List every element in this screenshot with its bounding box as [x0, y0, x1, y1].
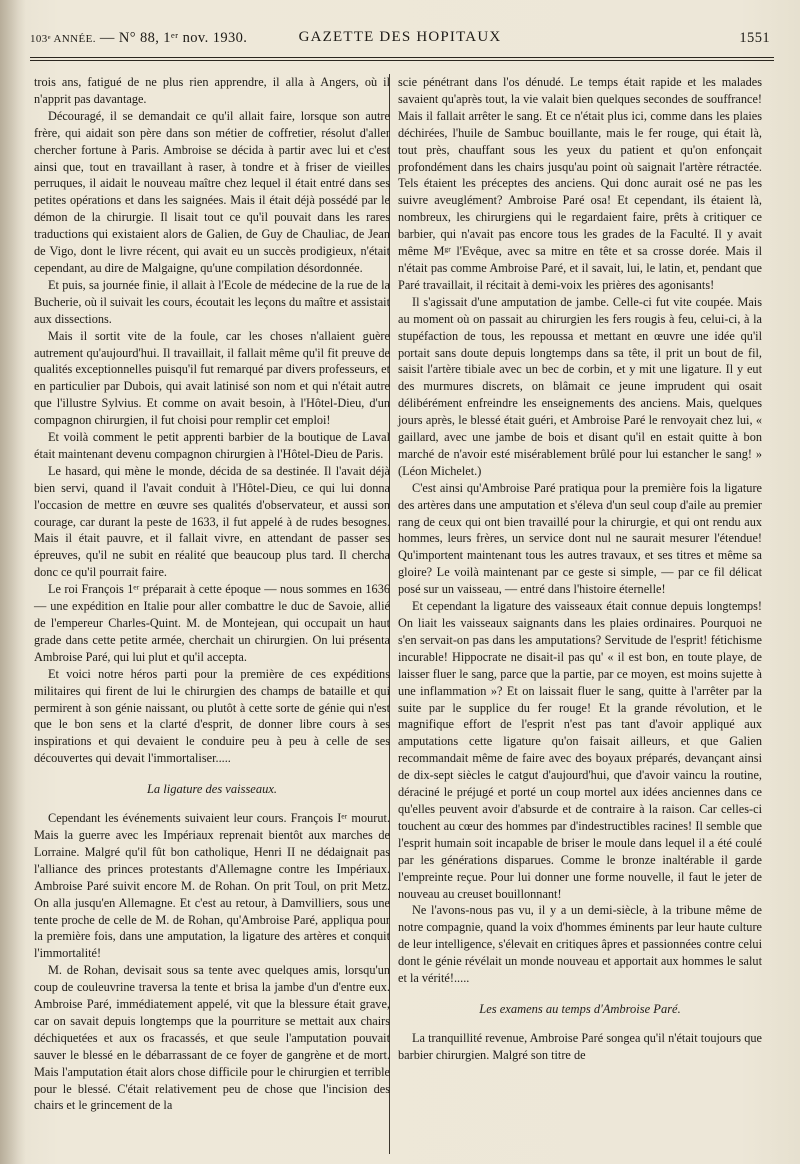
paragraph: C'est ainsi qu'Ambroise Paré pratiqua pour la première fois la ligature des artères dans une amputation et s'éleva d'un seul coup d'aile au premier rang de ceux qui ont bien travaillé pour la chirurgie, et qui ont rendu aux hommes, leurs frères, un service dont nul ne saurait mesurer l'étendue! Qu'importent maintenant tous les autres travaux, et ses titres et même sa gloire? Le voilà maintenant par ce geste si simple, — par ce fil délicat posé sur un vaisseau, — entré dans l'histoire éternelle!: [398, 480, 762, 597]
section-heading: La ligature des vaisseaux.: [146, 782, 278, 797]
paragraph: Le hasard, qui mène le monde, décida de sa destinée. Il l'avait déjà bien servi, quand il l'avait conduit à l'Hôtel-Dieu, ce qui lui donna l'occasion de mettre en œuvre ses qualités d'observateur, et aussi son courage, car durant la peste de 1633, il fut appelé à de rudes besognes. Mais il était pauvre, et il fallait vivre, en attendant de passer ses épreuves, qu'il ne subit en réalité que beaucoup plus tard. Il chercha donc ce qu'il pourrait faire.: [34, 463, 390, 580]
header-title: GAZETTE DES HOPITAUX: [298, 29, 502, 45]
header-year: 103ᵉ ANNÉE.: [30, 33, 96, 45]
header-issue: — N° 88, 1ᵉʳ nov. 1930.: [99, 30, 248, 46]
paragraph: Et cependant la ligature des vaisseaux était connue depuis longtemps! On liait les vaisseaux saignants dans les plaies ordinaires. Pourquoi ne s'en servait-on pas dans les amputations? Servitude de l'esprit! fétichisme incurable! Hippocrate ne disait-il pas qu' « il est bon, en toute playe, de laisser fluer le sang, parce que la partie, par ce moyen, est moins sujette à une inflammation »? Et on laissait fluer le sang, quitte à l'arrêter par la suite par le supplice du fer rouge! Et la grande révolution, et le magnifique effort de l'esprit n'est pas tant d'avoir appliqué aux amputations cette ligature qu'on faisait ailleurs, et que Galien recommandait même de faire avec des boyaux préparés, devançant ainsi de dix-sept siècles le catgut d'aujourd'hui, que d'avoir vaincu la routine, déraciné le préjugé et porté un coup mortel aux idées anciennes dans ce qu'elles peuvent avoir d'absurde et de contraire à la raison. Car celles-ci touchent au cœur des hommes par d'indestructibles racines! Il semble que l'esprit humain soit incapable de briser le moule dans lequel il a été coulé par les générations disparues. Comme le bronze inaltérable il garde l'empreinte reçue. Pour lui donner une forme nouvelle, il faut le jeter de nouveau au creuset bouillonnant!: [398, 599, 762, 901]
paragraph: Et voilà comment le petit apprenti barbier de la boutique de Laval était maintenant devenu compagnon chirurgien à l'Hôtel-Dieu de Paris.: [34, 430, 390, 461]
paragraph: Cependant les événements suivaient leur cours. François Iᵉʳ mourut. Mais la guerre avec les Impériaux reprenait bientôt aux marches de Lorraine. Malgré qu'il fût bon catholique, Henri II ne dédaignait pas l'alliance des princes protestants d'Allemagne contre les Impériaux. Ambroise Paré suivit encore M. de Rohan. On prit Toul, on prit Metz. On alla jusqu'en Allemagne. Et c'est au retour, à Damvilliers, sous une tente proche de celle de M. de Rohan, qu'Ambroise Paré, appliqua pour la première fois, dans une amputation, la ligature des artères et conquit l'immortalité!: [34, 811, 390, 961]
paragraph: Il s'agissait d'une amputation de jambe. Celle-ci fut vite coupée. Mais au moment où on passait au chirurgien les fers rougis à feu, celui-ci, à la stupéfaction de tous, les repoussa et mettant en œuvre une idée qu'il portait sans doute depuis longtemps dans sa tête, il prit un bout de fil, saisit l'artère tibiale avec un bec de corbin, et y mit une ligature. Il y eut des murmures discrets, on blâmait ce jeune imprudent qui osait délibérément enfreindre les enseignements des anciens. Mais, quelques jours après, le blessé était guéri, et Ambroise Paré le renvoyait chez lui, « gaillard, avec une jambe de bois et disant qu'il en estait quitte à bon marché de n'avoir esté misérablement brûlé pour lui estancher le sang! » (Léon Michelet.): [398, 294, 762, 478]
paragraph: Ne l'avons-nous pas vu, il y a un demi-siècle, à la tribune même de notre compagnie, quand la voix d'hommes éminents par leur haute culture de leur intelligence, s'élevait en critiques âpres et passionnées contre celui dont le génie révélait un monde nouveau et apportait aux hommes le salut et la vérité!.....: [398, 903, 762, 986]
paragraph: scie pénétrant dans l'os dénudé. Le temps était rapide et les malades savaient qu'après tout, la vie valait bien quelques secondes de souffrance! Mais il fallait arrêter le sang. Et ce n'était plus ici, comme dans les plaies déchirées, l'huile de Sambuc bouillante, mais le fer rouge, qui était là, tout près, chauffant sous les yeux du patient et qu'on enfonçait profondément dans les chairs jusqu'au point où saignait l'artère rétractée. Tels étaient les préceptes des anciens. Qui donc aurait osé ne pas les suivre aveuglément? Ambroise Paré osa! Et cependant, ils étaient là, nombreux, les chirurgiens qui le regardaient faire, prêts à critiquer ce barbier, qui n'avait pas encore tous les grades de la Faculté. Il y avait même Mᵍʳ l'Evêque, avec sa mitre en tête et sa crosse dorée. Mais il n'était pas comme Ambroise Paré, et il savait, lui, le latin, et, pendant que Paré travaillait, il récitait à demi-voix les prières des agonisants!: [398, 75, 762, 292]
section-heading: Les examens au temps d'Ambroise Paré.: [479, 1001, 681, 1016]
header-page-number: 1551: [739, 30, 770, 46]
right-column: [398, 74, 762, 1064]
paragraph: Et voici notre héros parti pour la première de ces expéditions militaires qui firent de lui le chirurgien des champs de bataille et qui permirent à son génie naissant, ou plutôt à cette sorte de génie qui n'est que le bon sens et la clarté d'esprit, de donner libre cours à ses inspirations et qui devaient le conduire peu à peu à celle de ses découvertes qui devait l'immortaliser.....: [34, 666, 390, 766]
paragraph: trois ans, fatigué de ne plus rien apprendre, il alla à Angers, où il n'apprit pas davantage.: [34, 75, 390, 106]
header-rule-thick: [30, 60, 774, 61]
paragraph: M. de Rohan, devisait sous sa tente avec quelques amis, lorsqu'un coup de couleuvrine traversa la tente et brisa la jambe d'un d'entre eux. Ambroise Paré, immédiatement appelé, vit que la blessure était grave, car on savait depuis longtemps que la pourriture se mettait aux chairs déchiquetées et aux os fracassés, et que seule l'amputation pouvait sauver le blessé en le débarrassant de ce foyer de gangrène et de mort. Mais l'amputation était alors chose difficile pour le chirurgien et terrible pour le blessé. C'était relativement peu de chose que l'incision des chairs et le grincement de la: [34, 963, 390, 1113]
paragraph: Mais il sortit vite de la foule, car les choses n'allaient guère autrement qu'aujourd'hui. Il travaillait, il fallait même qu'il fit preuve de qualités exceptionnelles puisqu'il fut remarqué par divers professeurs, et en particulier par Dubois, qui avait latinisé son nom et qui n'était autre que l'illustre Sylvius. Et comme on avait besoin, à l'Hôtel-Dieu, d'un compagnon chirurgien, il fut choisi pour remplir cet emploi!: [34, 328, 390, 428]
paragraph: La tranquillité revenue, Ambroise Paré songea qu'il n'était toujours que barbier chirurgien. Malgré son titre de: [398, 1030, 762, 1062]
paragraph: Le roi François 1ᵉʳ préparait à cette époque — nous sommes en 1636 — une expédition en Italie pour aller combattre le duc de Savoie, allié de l'empereur Charles-Quint. M. de Montejean, qui occupait un haut grade dans cette petite armée, cherchait un chirurgien. On lui présenta Ambroise Paré, qui lui plut et qu'il accepta.: [34, 582, 390, 664]
page-edge-shadow: [0, 0, 26, 1164]
paragraph: Découragé, il se demandait ce qu'il allait faire, lorsque son autre frère, qui aidait son père dans son métier de coffretier, résolut d'aller chercher fortune à Paris. Ambroise se décida à partir avec lui et c'est ainsi que, tout en travaillant à raser, à tondre et à friser de vieilles perruques, il aidait le nouveau maître chez lequel il était entré dans ses petites opérations et dans les saignées. Mais il était déjà possédé par le démon de la chirurgie. Il lisait tout ce qu'il pouvait dans les rares traductions qui existaient alors de Galien, de Guy de Chauliac, de Jean de Vigo, dont le livre récent, qui avait eu un succès prodigieux, n'était cependant, au dire de Malgaigne, qu'une compilation désordonnée.: [34, 108, 390, 275]
running-header: [30, 28, 770, 50]
header-rule-thin: [30, 57, 774, 58]
left-column: [34, 74, 390, 1114]
paragraph: Et puis, sa journée finie, il allait à l'Ecole de médecine de la rue de la Bucherie, où il suivait les cours, écoutait les leçons du maître et assistait aux dissections.: [34, 277, 390, 326]
